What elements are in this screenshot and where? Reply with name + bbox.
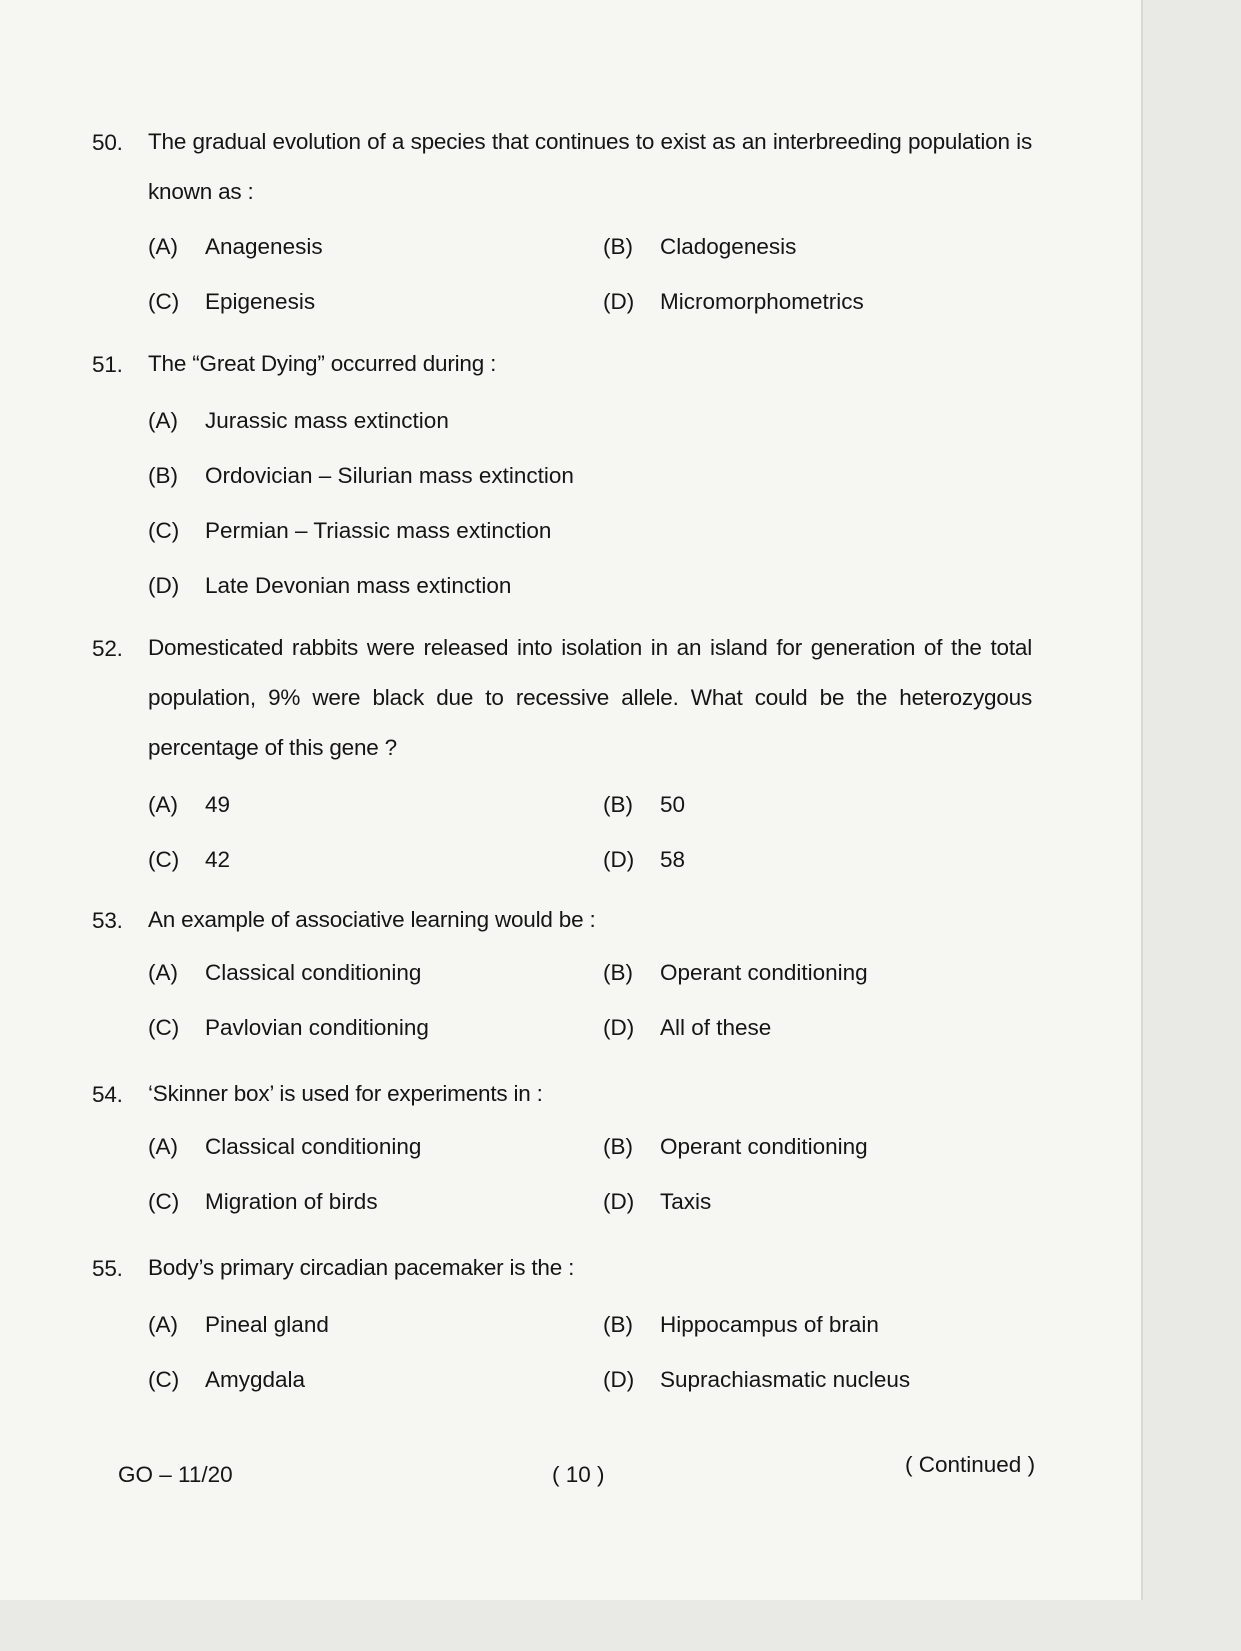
- question-number: 54.: [92, 1082, 123, 1107]
- question-text: Body’s primary circadian pacemaker is the :: [148, 1255, 575, 1280]
- question-number: 53.: [92, 908, 123, 933]
- option-d: (D) 58: [603, 846, 686, 872]
- option-c: (C) Epigenesis: [148, 288, 316, 314]
- continued-label: ( Continued ): [905, 1452, 1036, 1477]
- question-52: [92, 636, 1032, 887]
- question-number: 55.: [92, 1256, 123, 1281]
- option-d: (D) Suprachiasmatic nucleus: [603, 1366, 911, 1392]
- question-text: Domesticated rabbits were released into isolation in an island for generation of the total population, 9% were black due to recessive allele. What could be the heterozygous percentage of this gene ?: [148, 635, 1032, 760]
- option-d: (D) Micromorphometrics: [603, 288, 864, 314]
- question-text: ‘Skinner box’ is used for experiments in :: [148, 1081, 543, 1106]
- option-b: (B) Operant conditioning: [603, 1133, 868, 1159]
- option-c: (C) Amygdala: [148, 1366, 306, 1392]
- option-a: (A) Jurassic mass extinction: [148, 407, 449, 433]
- option-b: (B) 50: [603, 791, 686, 817]
- option-b: (B) Operant conditioning: [603, 959, 868, 985]
- question-text: An example of associative learning would be :: [148, 907, 596, 932]
- option-a: (A) Anagenesis: [148, 233, 323, 259]
- option-d: (D) All of these: [603, 1014, 772, 1040]
- question-55: [92, 1256, 1032, 1407]
- page-number: ( 10 ): [552, 1462, 605, 1487]
- question-number: 51.: [92, 352, 123, 377]
- question-53: [92, 908, 1032, 1055]
- option-b: (B) Hippocampus of brain: [603, 1311, 879, 1337]
- option-c: (C) Pavlovian conditioning: [148, 1014, 429, 1040]
- option-a: (A) Classical conditioning: [148, 959, 422, 985]
- option-a: (A) Classical conditioning: [148, 1133, 422, 1159]
- option-c: (C) Migration of birds: [148, 1188, 378, 1214]
- option-a: (A) 49: [148, 791, 231, 817]
- question-50: [92, 130, 1032, 329]
- option-b: (B) Cladogenesis: [603, 233, 797, 259]
- question-54: [92, 1082, 1032, 1229]
- question-number: 52.: [92, 636, 123, 661]
- question-text: The “Great Dying” occurred during :: [148, 351, 497, 376]
- option-d: (D) Late Devonian mass extinction: [148, 572, 512, 598]
- option-d: (D) Taxis: [603, 1188, 712, 1214]
- option-b: (B) Ordovician – Silurian mass extinction: [148, 462, 574, 488]
- option-a: (A) Pineal gland: [148, 1311, 329, 1337]
- question-text: The gradual evolution of a species that continues to exist as an interbreeding population is known as :: [148, 129, 1032, 204]
- option-c: (C) Permian – Triassic mass extinction: [148, 517, 552, 543]
- option-c: (C) 42: [148, 846, 231, 872]
- question-51: [92, 352, 1032, 613]
- question-number: 50.: [92, 130, 123, 155]
- paper-code: GO – 11/20: [118, 1462, 233, 1487]
